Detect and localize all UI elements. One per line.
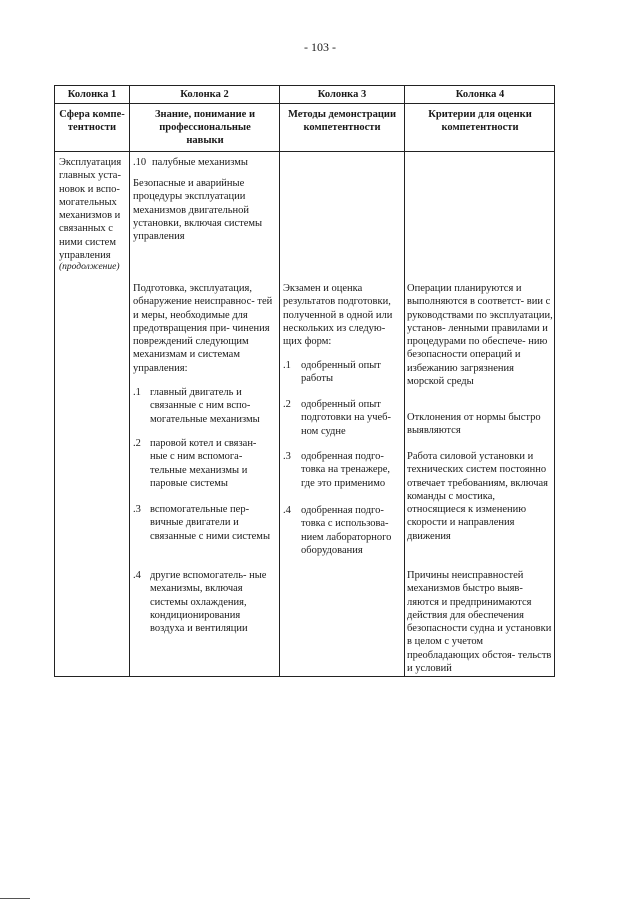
item-number: .4 <box>133 570 141 581</box>
item-number: .1 <box>283 360 291 371</box>
list-item: другие вспомогатель- ные механизмы, включая системы охлаждения, кондиционирования воздуха и вентиляции <box>150 570 267 635</box>
criterion: Операции планируются и выполняются в соответст- вии с руководствами по эксплуатации, установ- ленными правилами и процедурами по обеспече- нию безопасности операций и избежанию загрязнения морской среды <box>407 283 553 388</box>
continued-note: (продолжение) <box>59 262 120 272</box>
list-item: главный двигатель и связанные с ним вспо- могательные механизмы <box>150 387 260 425</box>
header-col1: Колонка 1 <box>67 89 117 100</box>
subheader-col1: Сфера компе- тентности <box>59 109 125 133</box>
subheader-col4: Критерии для оценки компетентности <box>428 109 532 133</box>
item-number: .2 <box>283 399 291 410</box>
list-item: паровой котел и связан- ные с ним вспомога- тельные механизмы и паровые системы <box>150 438 257 489</box>
preparation-text: Подготовка, эксплуатация, обнаружение неисправнос- тей и меры, необходимые для предотвращения при- чинения повреждений следующим механизмам и системам управления: <box>133 283 273 374</box>
column-divider <box>129 86 130 676</box>
item-number: .10 <box>133 157 147 168</box>
criterion: Отклонения от нормы быстро выявляются <box>407 412 541 437</box>
row-divider <box>55 151 554 152</box>
criterion: Причины неисправностей механизмов быстро выяв- ляются и предпринимаются действия для обеспечения безопасности судна и установки в целом с учетом преобладающих обстоя- тельств и условий <box>407 570 552 675</box>
header-col2: Колонка 2 <box>180 89 229 100</box>
competence-area: Эксплуатация главных уста- новок и вспо- могательных механизмов и связанных с ними систем управления <box>59 157 122 262</box>
page-number: - 103 - <box>304 40 336 54</box>
subheader-col3: Методы демонстрации компетентности <box>287 109 396 133</box>
item-number: .3 <box>283 451 291 462</box>
header-col3: Колонка 3 <box>317 89 367 100</box>
item-number: .3 <box>133 504 141 515</box>
bottom-margin-mark <box>0 898 30 899</box>
safety-procedures: Безопасные и аварийные процедуры эксплуатации механизмов двигательной установки, включая системы управления <box>133 178 263 243</box>
row-divider <box>55 103 554 104</box>
item-number: .4 <box>283 505 291 516</box>
criterion: Работа силовой установки и технических систем постоянно отвечает требованиям, включая команды с мостика, относящиеся к изменению скорости и направления движения <box>407 451 548 542</box>
item-number: .1 <box>133 387 141 398</box>
list-item: одобренный опыт работы <box>301 360 381 385</box>
exam-intro: Экзамен и оценка результатов подготовки, полученной в одной или нескольких из следую- щих форм: <box>283 283 393 348</box>
list-item: вспомогательные пер- вичные двигатели и связанные с ними системы <box>150 504 270 542</box>
list-item: одобренная подго- товка с использова- нием лабораторного оборудования <box>301 505 392 556</box>
list-item: одобренная подго- товка на тренажере, где это применимо <box>301 451 391 489</box>
item-number: .2 <box>133 438 141 449</box>
subheader-col2: Знание, понимание и профессиональные навыки <box>154 109 256 146</box>
competence-table <box>54 85 555 677</box>
list-item: одобренный опыт подготовки на учеб- ном судне <box>301 399 392 437</box>
header-col4: Колонка 4 <box>455 89 505 100</box>
column-divider <box>404 86 405 676</box>
deck-machinery: палубные механизмы <box>152 157 248 168</box>
column-divider <box>279 86 280 676</box>
